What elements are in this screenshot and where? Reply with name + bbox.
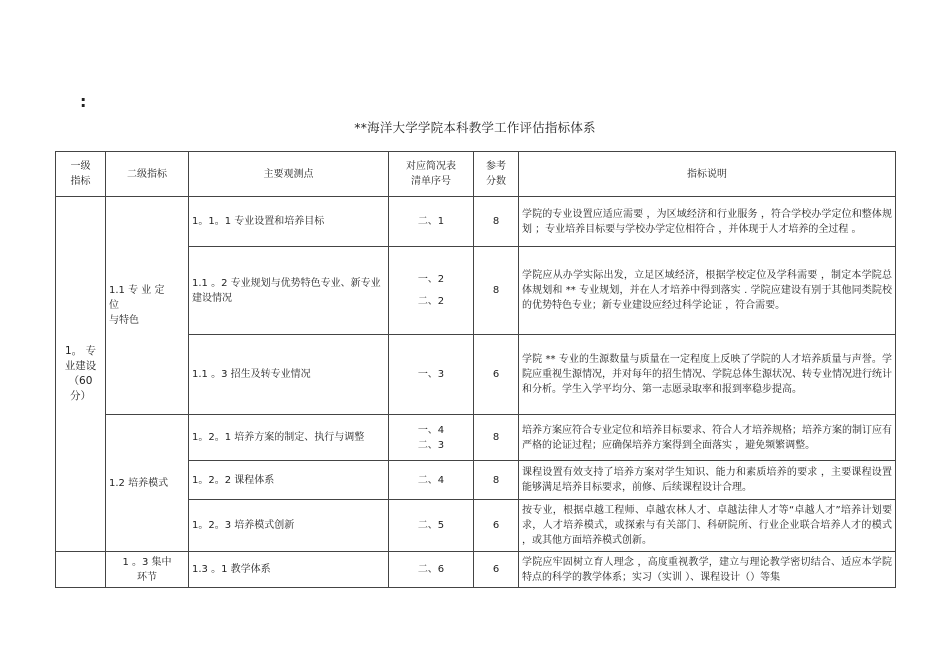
header-row <box>56 152 896 197</box>
header-score: 参考 分数 <box>474 152 519 197</box>
explanation-cell: 学院的专业设置应适应需要 ，为区域经济和行业服务 ，符合学校办学定位和整体规划 ；专业培养目标要与学校办学定位相符合 ，并体现于人才培养的全过程 。 <box>519 197 896 247</box>
header-level2: 二级指标 <box>106 152 189 197</box>
table-row <box>56 415 896 461</box>
level2-indicator: 1 。3 集中 环节 <box>106 552 189 588</box>
form-cell: 二、6 <box>389 552 474 588</box>
score-cell: 8 <box>474 415 519 461</box>
score-cell: 8 <box>474 461 519 500</box>
explanation-cell: 课程设置有效支持了培养方案对学生知识、能力和素质培养的要求 ，主要课程设置能够满足培养目标要求，前修、后续课程设计合理。 <box>519 461 896 500</box>
score-cell: 6 <box>474 552 519 588</box>
form-cell: 一、2 二、2 <box>389 247 474 335</box>
explanation-cell: 学院应牢固树立育人理念 ，高度重视教学，建立与理论教学密切结合、适应本学院特点的科学的教学体系；实习（实训 ）、课程设计（）等集 <box>519 552 896 588</box>
observation-cell: 1。2。1 培养方案的制定、执行与调整 <box>189 415 389 461</box>
header-form: 对应简况表 清单序号 <box>389 152 474 197</box>
header-explanation: 指标说明 <box>519 152 896 197</box>
explanation-cell: 培养方案应符合专业定位和培养目标要求、符合人才培养规格；培养方案的制订应有严格的论证过程；应确保培养方案得到全面落实 ，避免频繁调整。 <box>519 415 896 461</box>
header-observation: 主要观测点 <box>189 152 389 197</box>
level1-indicator-continued <box>56 552 106 588</box>
observation-cell: 1。2。3 培养模式创新 <box>189 500 389 552</box>
level2-indicator: 1.1 专 业 定 位 与特色 <box>106 197 189 415</box>
observation-cell: 1.3 。1 教学体系 <box>189 552 389 588</box>
score-cell: 6 <box>474 335 519 415</box>
score-cell: 8 <box>474 247 519 335</box>
form-cell: 二、1 <box>389 197 474 247</box>
score-cell: 6 <box>474 500 519 552</box>
observation-cell: 1.1 。2 专业规划与优势特色专业、新专业建设情况 <box>189 247 389 335</box>
level2-indicator: 1.2 培养模式 <box>106 415 189 552</box>
observation-cell: 1。1。1 专业设置和培养目标 <box>189 197 389 247</box>
header-level1: 一级 指标 <box>56 152 106 197</box>
level1-indicator: 1。 专 业建设 （60 分） <box>56 197 106 552</box>
form-cell: 二、5 <box>389 500 474 552</box>
explanation-cell: 学院应从办学实际出发，立足区域经济，根据学校定位及学科需要 ，制定本学院总体规划和 ** 专业规划，并在人才培养中得到落实 . 学院应建设有别于其他同类院校的优势特色专业；新专业建设应经过科学论证 ，符合需要。 <box>519 247 896 335</box>
explanation-cell: 学院 ** 专业的生源数量与质量在一定程度上反映了学院的人才培养质量与声誉。学院应重视生源情况，并对每年的招生情况、学院总体生源状况、转专业情况进行统计和分析。学生入学平均分、第一志愿录取率和报到率稳步提高。 <box>519 335 896 415</box>
observation-cell: 1。2。2 课程体系 <box>189 461 389 500</box>
form-cell: 一、4 二、3 <box>389 415 474 461</box>
explanation-cell: 按专业，根据卓越工程师、卓越农林人才、卓越法律人才等“卓越人才”培养计划要求，人才培养模式，或探索与有关部门、科研院所、行业企业联合培养人才的模式 ，或其他方面培养模式创新。 <box>519 500 896 552</box>
evaluation-index-table <box>55 151 896 588</box>
stray-colon: : <box>80 92 87 111</box>
table-row <box>56 552 896 588</box>
table-row <box>56 197 896 247</box>
form-cell: 一、3 <box>389 335 474 415</box>
observation-cell: 1.1 。3 招生及转专业情况 <box>189 335 389 415</box>
form-cell: 二、4 <box>389 461 474 500</box>
score-cell: 8 <box>474 197 519 247</box>
page-title: **海洋大学学院本科教学工作评估指标体系 <box>354 120 596 135</box>
